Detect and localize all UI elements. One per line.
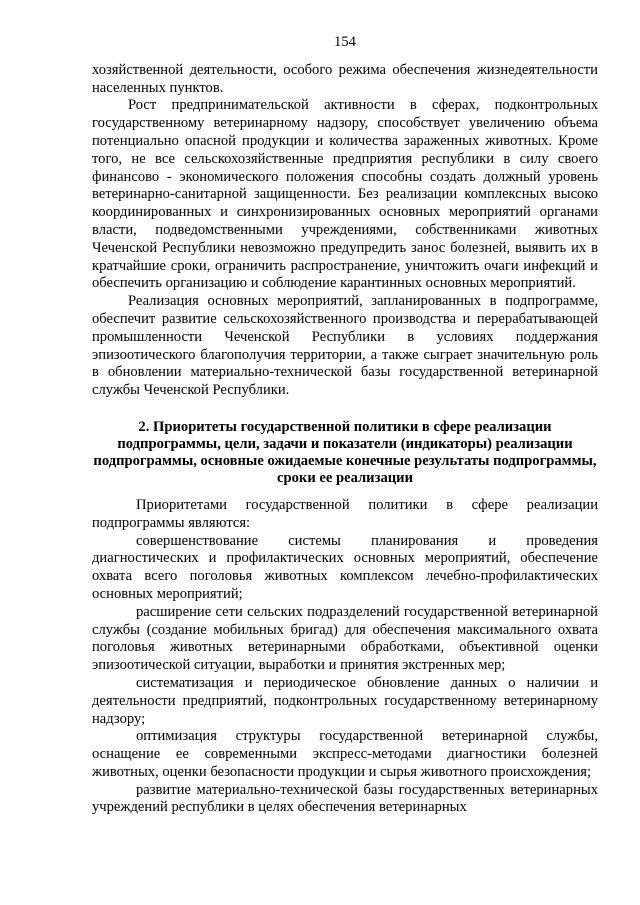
paragraph-risks: Рост предпринимательской активности в сферах, подконтрольных государственному ветеринарному надзору, способствует увеличению объема потенциально опасной продукции и количества зараженных животных. Кроме того, не все сельскохозяйственные предприятия республики в силу своего финансово - экономического положения способны создать должный уровень ветеринарно-санитарной защищенности. Без реализации комплексных высоко координированных и синхронизированных основных мероприятий органами власти, подведомственными учреждениями, собственниками животных Чеченской Республики невозможно предупредить занос болезней, выявить их в кратчайшие сроки, ограничить распространение, уничтожить очаги инфекций и обеспечить организацию и соблюдение карантинных основных мероприятий.	[92, 97, 598, 292]
page-number: 154	[334, 34, 356, 50]
priority-item: систематизация и периодическое обновление данных о наличии и деятельности предприятий, подконтрольных государственному ветеринарному надзору;	[92, 674, 598, 727]
paragraph-continuation: хозяйственной деятельности, особого режима обеспечения жизнедеятельности населенных пунктов.	[92, 61, 598, 96]
priority-item: расширение сети сельских подразделений государственной ветеринарной службы (создание мобильных бригад) для обеспечения максимального охвата поголовья животных ветеринарными обработками, объективной оценки эпизоотической ситуации, выработки и принятия экстренных мер;	[92, 603, 598, 674]
priority-item: развитие материально-технической базы государственных ветеринарных учреждений республики в целях обеспечения ветеринарных	[92, 781, 598, 816]
priorities-intro: Приоритетами государственной политики в сфере реализации подпрограммы являются:	[92, 496, 598, 531]
section-heading: 2. Приоритеты государственной политики в сфере реализации подпрограммы, цели, задачи и показатели (индикаторы) реализации подпрограммы, основные ожидаемые конечные результаты подпрограммы, сроки ее реализации	[93, 418, 597, 486]
paragraph-implementation: Реализация основных мероприятий, запланированных в подпрограмме, обеспечит развитие сельскохозяйственного производства и перерабатывающей промышленности Чеченской Республики в условиях поддержания эпизоотического благополучия территории, а также сыграет значительную роль в обновлении материально-технической базы государственной ветеринарной службы Чеченской Республики.	[92, 293, 598, 399]
priority-item: оптимизация структуры государственной ветеринарной службы, оснащение ее современными экспресс-методами диагностики болезней животных, оценки безопасности продукции и сырья животного происхождения;	[92, 728, 598, 780]
document-page	[92, 0, 598, 817]
priority-item: совершенствование системы планирования и проведения диагностических и профилактических основных мероприятий, обеспечение охвата всего поголовья животных комплексом лечебно-профилактических основных мероприятий;	[92, 532, 598, 602]
